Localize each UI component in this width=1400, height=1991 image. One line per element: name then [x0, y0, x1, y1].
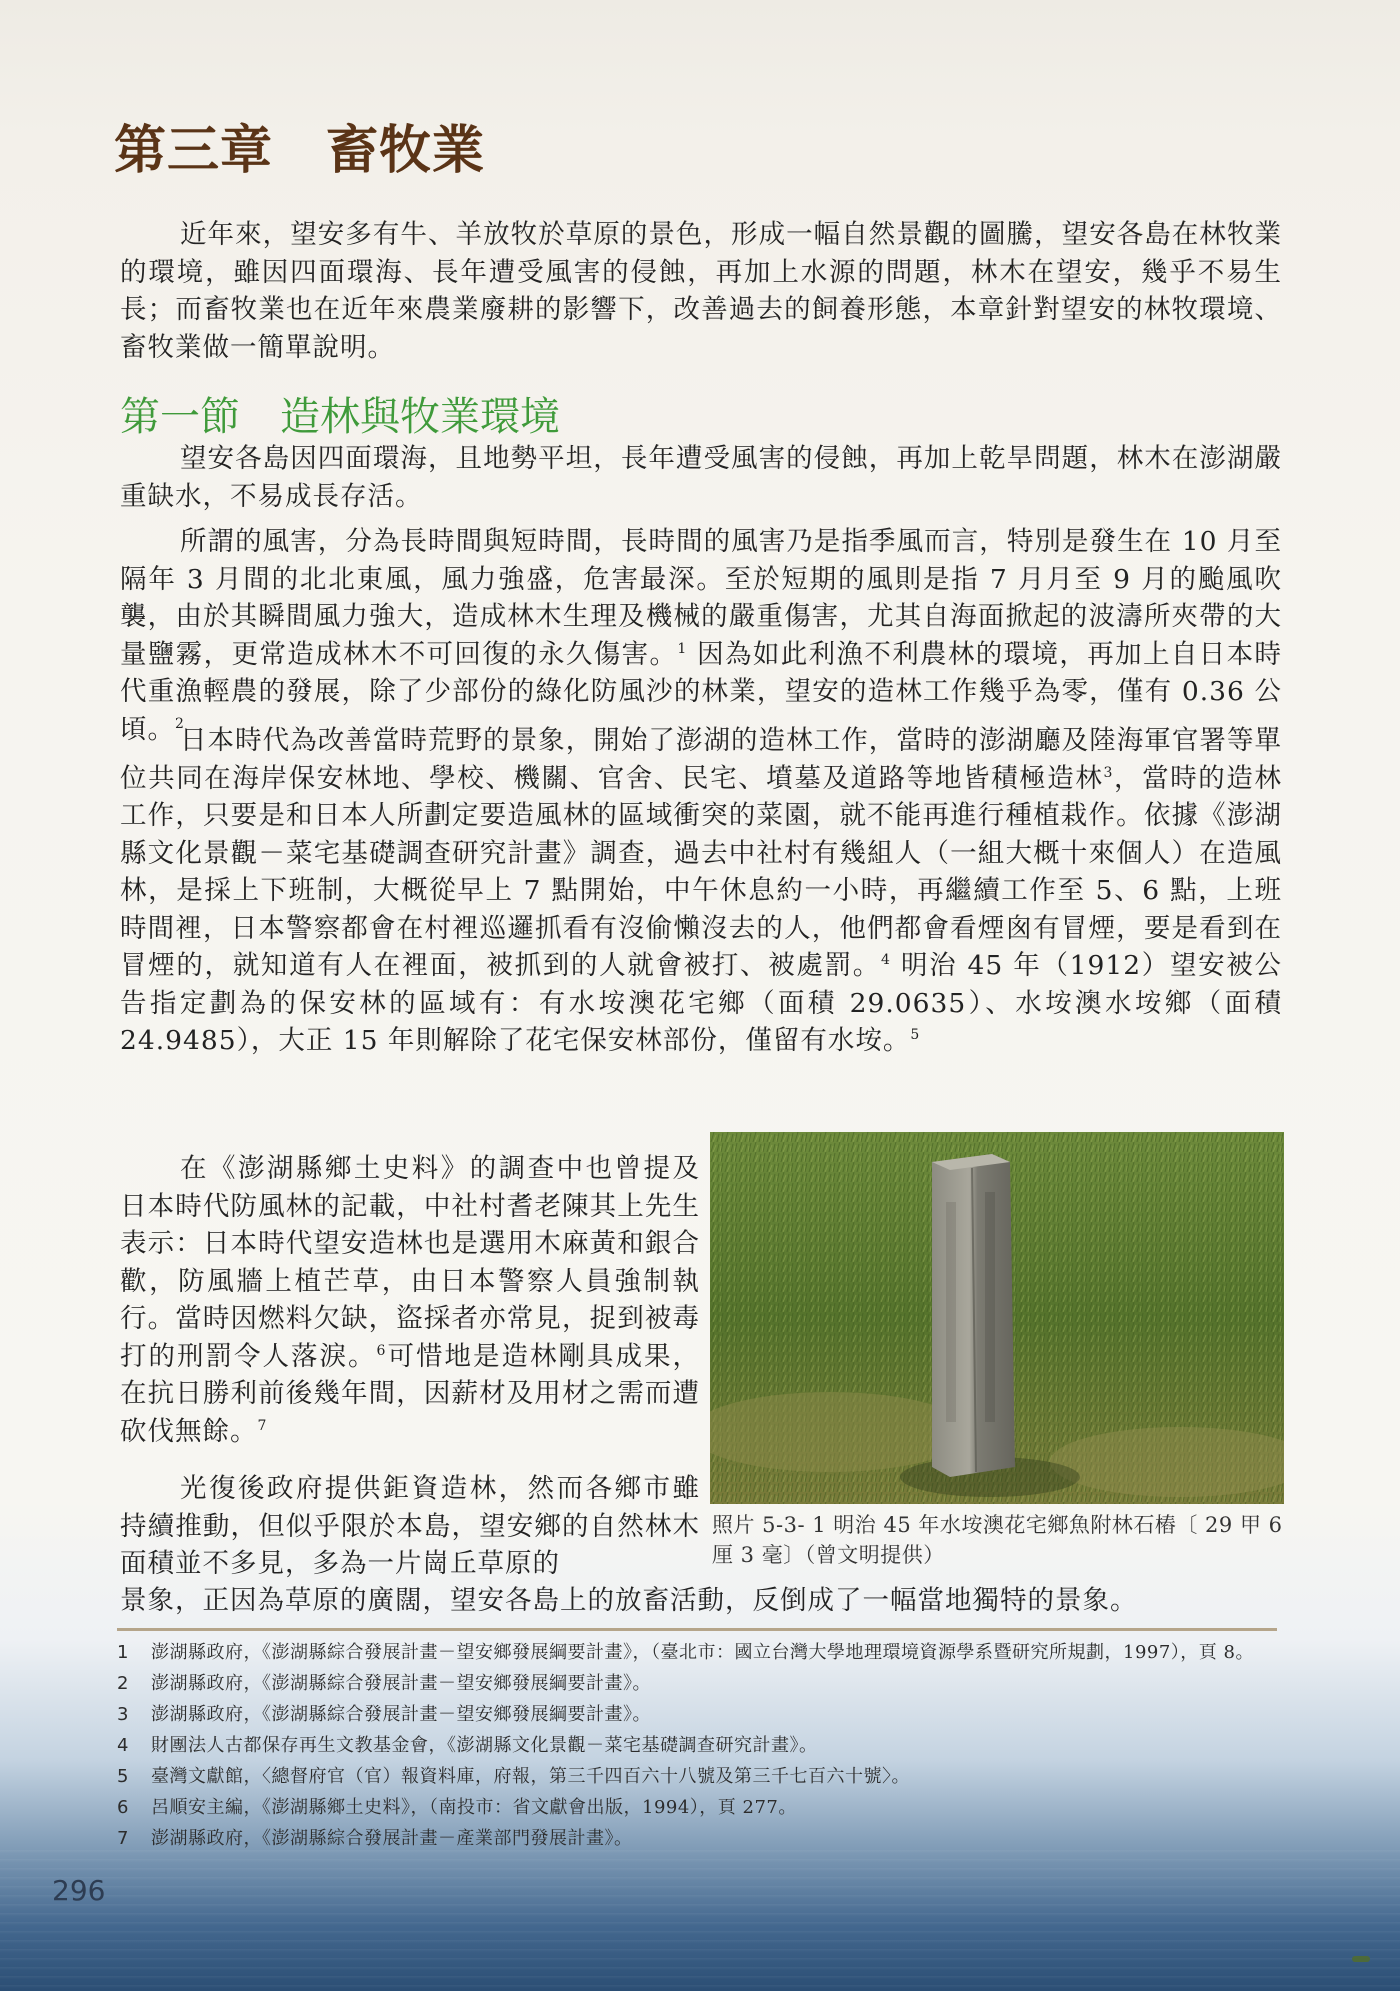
section-paragraph-5-tail: 景象，正因為草原的廣闊，望安各島上的放畜活動，反倒成了一幅當地獨特的景象。: [120, 1585, 1138, 1616]
footnote-item: [117, 1733, 1277, 1759]
stone-marker-photo: [710, 1132, 1284, 1504]
footnote-number: 1: [117, 1642, 129, 1663]
section-paragraph-4: [120, 1150, 700, 1450]
photo-caption: 照片 5-3- 1 明治 45 年水垵澳花宅鄉魚附林石樁〔 29 甲 6 厘 3 毫〕（曾文明提供）: [712, 1513, 1283, 1567]
footnote-item: [117, 1640, 1277, 1666]
footnote-text: 財團法人古都保存再生文教基金會，《澎湖縣文化景觀－菜宅基礎調查研究計畫》。: [151, 1735, 818, 1756]
section-paragraph-5: 光復後政府提供鉅資造林，然而各鄉市雖持續推動，但似乎限於本島，望安鄉的自然林木面積並不多見，多為一片崗丘草原的: [120, 1473, 700, 1579]
section-paragraph-1: 望安各島因四面環海，且地勢平坦，長年遭受風害的侵蝕，再加上乾旱問題，林木在澎湖嚴重缺水，不易成長存活。: [120, 443, 1282, 512]
footnote-number: 2: [117, 1673, 129, 1694]
footnote-item: [117, 1702, 1277, 1728]
footnote-item: [117, 1826, 1277, 1852]
footnote-item: [117, 1764, 1277, 1790]
paragraph-text: 日本時代為改善當時荒野的景象，開始了澎湖的造林工作，當時的澎湖廳及陸海軍官署等單位共同在海岸保安林地、學校、機關、官舍、民宅、墳墓及道路等地皆積極造林: [120, 725, 1282, 794]
section-paragraph-2: [120, 523, 1282, 748]
paragraph-text: 所謂的風害，分為長時間與短時間，長時間的風害乃是指季風而言，特別是發生在 10 月至隔年 3 月間的北北東風，風力強盛，危害最深。至於短期的風則是指 7 月月至 9 月的颱風吹襲，由於其瞬間風力強大，造成林木生理及機械的嚴重傷害，尤其自海面掀起的波濤所夾帶的大量鹽霧，更常造成林木不可回復的永久傷害。: [120, 526, 1282, 670]
grass-field-image: [710, 1132, 1284, 1504]
section-title: 第一節 造林與牧業環境: [120, 394, 560, 440]
footnote-text: 呂順安主編，《澎湖縣鄉土史料》，（南投市：省文獻會出版，1994），頁 277。: [151, 1797, 797, 1818]
intro-paragraph: 近年來，望安多有牛、羊放牧於草原的景色，形成一幅自然景觀的圖騰，望安各島在林牧業的環境，雖因四面環海、長年遭受風害的侵蝕，再加上水源的問題，林木在望安，幾乎不易生長；而畜牧業也在近年來農業廢耕的影響下，改善過去的飼養形態，本章針對望安的林牧環境、畜牧業做一簡單說明。: [120, 219, 1282, 363]
footnote-number: 6: [117, 1797, 129, 1818]
footnote-number: 3: [117, 1704, 129, 1725]
chapter-title: 第三章 畜牧業: [114, 121, 486, 181]
page-number: 296: [52, 1874, 106, 1907]
paragraph-text: 在《澎湖縣鄉土史料》的調查中也曾提及日本時代防風林的記載，中社村耆老陳其上先生表示：日本時代望安造林也是選用木麻黃和銀合歡，防風牆上植芒草，由日本警察人員強制執行。當時因燃料欠缺，盜採者亦常見，捉到被毒打的刑罰令人落淚。: [120, 1153, 700, 1372]
footnote-text: 澎湖縣政府，《澎湖縣綜合發展計畫－望安鄉發展綱要計畫》。: [151, 1704, 651, 1725]
footnote-text: 澎湖縣政府，《澎湖縣綜合發展計畫－望安鄉發展綱要計畫》，（臺北市：國立台灣大學地理環境資源學系暨研究所規劃，1997），頁 8。: [151, 1642, 1254, 1663]
footnote-ref-1[interactable]: 1: [677, 640, 688, 657]
footnote-number: 4: [117, 1735, 129, 1756]
footnote-item: [117, 1671, 1277, 1697]
footnote-item: [117, 1795, 1277, 1821]
paragraph-text: ，當時的造林工作，只要是和日本人所劃定要造風林的區域衝突的菜園，就不能再進行種植栽作。依據《澎湖縣文化景觀－菜宅基礎調查研究計畫》調查，過去中社村有幾組人（一組大概十來個人）在造風林，是採上下班制，大概從早上 7 點開始，中午休息約一小時，再繼續工作至 5、6 點，上班時間裡，日本警察都會在村裡巡邏抓看有沒偷懶沒去的人，他們都會看煙囪有冒煙，要是看到在冒煙的，就知道有人在裡面，被抓到的人就會被打、被處罰。: [120, 762, 1283, 981]
boat-shape: [1352, 1956, 1370, 1962]
footnote-ref-2[interactable]: 2: [175, 715, 185, 732]
paragraph-text: 因為如此利漁不利農林的環境，再加上自日本時代重漁輕農的發展，除了少部份的綠化防風沙的林業，望安的造林工作幾乎為零，僅有 0.36 公頃。: [120, 638, 1282, 745]
footnote-ref-4[interactable]: 4: [880, 952, 891, 968]
footnote-ref-6[interactable]: 6: [376, 1342, 387, 1359]
footnote-number: 5: [117, 1766, 129, 1787]
footnote-text: 臺灣文獻館，〈總督府官（官）報資料庫，府報，第三千四百六十八號及第三千七百六十號〉。: [151, 1766, 910, 1787]
footnote-ref-5[interactable]: 5: [910, 1027, 921, 1043]
footnote-text: 澎湖縣政府，《澎湖縣綜合發展計畫－產業部門發展計畫》。: [151, 1828, 633, 1849]
footnote-number: 7: [117, 1828, 129, 1849]
paragraph-text: 可惜地是造林剛具成果，在抗日勝利前後幾年間，因薪材及用材之需而遭砍伐無餘。: [120, 1340, 701, 1447]
footnote-ref-3[interactable]: 3: [1103, 764, 1114, 781]
sea-background: [0, 1850, 1400, 1991]
section-paragraph-3: [120, 722, 1282, 1060]
footnote-ref-7[interactable]: 7: [257, 1417, 268, 1434]
footnote-divider: [117, 1628, 1277, 1631]
footnotes: [117, 1640, 1277, 1857]
paragraph-text: 明治 45 年（1912）望安被公告指定劃為的保安林的區域有：有水垵澳花宅鄉（面積 29.0635）、水垵澳水垵鄉（面積 24.9485），大正 15 年則解除了花宅保安林部份，僅留有水垵。: [120, 950, 1283, 1056]
footnote-text: 澎湖縣政府，《澎湖縣綜合發展計畫－望安鄉發展綱要計畫》。: [151, 1673, 651, 1694]
